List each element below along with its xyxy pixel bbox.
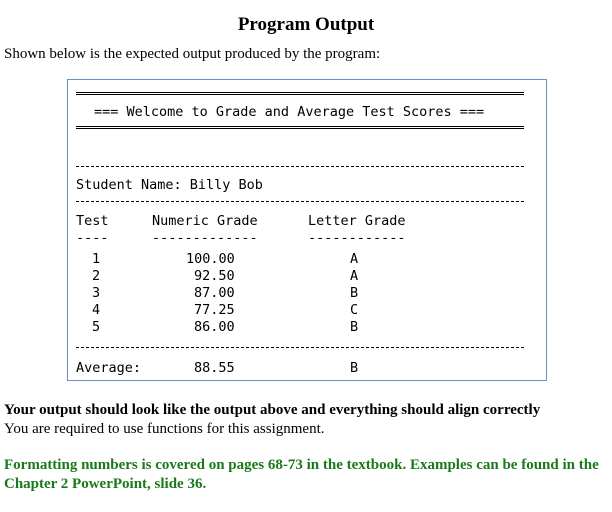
header-numeric: Numeric Grade: [152, 213, 258, 229]
underline-numeric: -------------: [152, 230, 258, 246]
row-1-numeric: 100.00: [186, 251, 235, 267]
row-3-letter: B: [350, 285, 359, 301]
row-2-letter: A: [350, 268, 359, 284]
banner-text: === Welcome to Grade and Average Test Scores ===: [94, 104, 485, 120]
row-5-test: 5: [92, 319, 101, 335]
row-2-numeric: 92.50: [194, 268, 235, 284]
average-numeric: 88.55: [194, 360, 235, 376]
banner-rule-bottom: [76, 126, 524, 129]
dash-rule-3: [76, 347, 524, 348]
dash-rule-1: [76, 166, 524, 167]
row-4-numeric: 77.25: [194, 302, 235, 318]
underline-test: ----: [76, 230, 109, 246]
row-3-numeric: 87.00: [194, 285, 235, 301]
dash-rule-2: [76, 201, 524, 202]
banner-rule-top: [76, 92, 524, 95]
student-name: Student Name: Billy Bob: [76, 177, 263, 193]
instruction-align: Your output should look like the output above and everything should align correctly: [4, 402, 541, 418]
row-1-letter: A: [350, 251, 359, 267]
header-test: Test: [76, 213, 109, 229]
row-2-test: 2: [92, 268, 101, 284]
header-letter: Letter Grade: [308, 213, 406, 229]
row-5-numeric: 86.00: [194, 319, 235, 335]
intro-text: Shown below is the expected output produced by the program:: [4, 46, 381, 62]
row-4-test: 4: [92, 302, 101, 318]
average-letter: B: [350, 360, 359, 376]
row-1-test: 1: [92, 251, 101, 267]
instruction-functions: You are required to use functions for this assignment.: [4, 421, 325, 437]
row-4-letter: C: [350, 302, 359, 318]
console-output: [67, 79, 547, 381]
row-5-letter: B: [350, 319, 359, 335]
row-3-test: 3: [92, 285, 101, 301]
textbook-note: Formatting numbers is covered on pages 68-73 in the textbook. Examples can be found in the Chapter 2 PowerPoint, slide 36.: [4, 457, 599, 492]
average-label: Average:: [76, 360, 142, 376]
underline-letter: ------------: [308, 230, 406, 246]
page-title: Program Output: [237, 14, 375, 35]
